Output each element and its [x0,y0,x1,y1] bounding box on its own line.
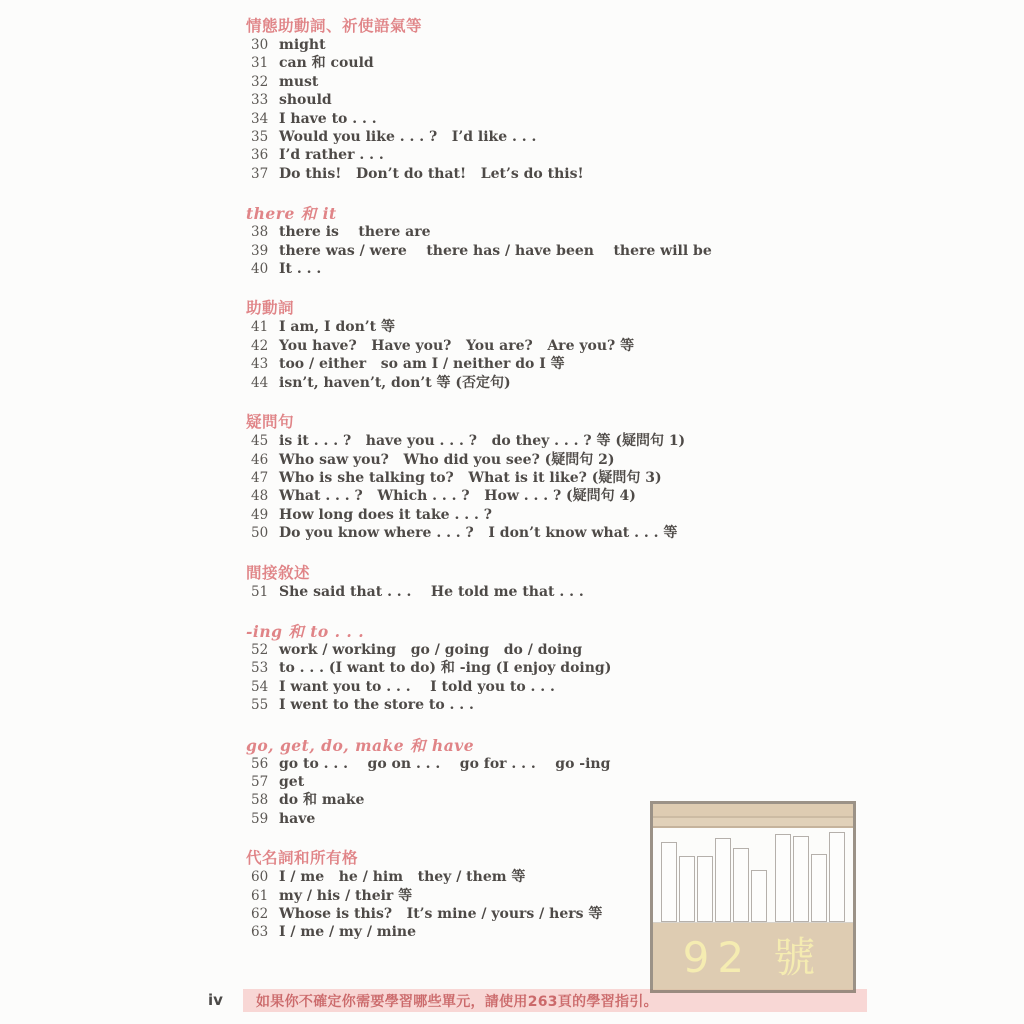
unit-title: Do this! Don’t do that! Let’s do this! [279,165,584,182]
unit-number: 32 [251,73,269,90]
unit-number: 59 [251,810,269,827]
book-spine [775,834,791,922]
page-number: iv [208,991,223,1009]
section-heading: 間接敘述 [246,563,311,582]
toc-item [251,36,1004,54]
unit-number: 55 [251,697,269,714]
toc-item [251,487,1004,505]
unit-title: there was / were there has / have been there will be [279,242,712,259]
unit-number: 57 [251,773,269,790]
unit-number: 62 [251,906,269,922]
unit-title: I / me / my / mine [279,924,417,941]
section-heading: 助動詞 [246,299,295,318]
toc-item [251,887,1004,905]
unit-title: isn’t, haven’t, don’t 等 (否定句) [279,374,511,391]
unit-title: there is there are [279,224,431,241]
unit-number: 61 [251,887,269,904]
unit-title: I want you to . . . I told you to . . . [279,678,555,695]
toc-item [251,923,1004,941]
unit-title: too / either so am I / neither do I 等 [279,356,565,373]
unit-number: 60 [251,869,269,886]
toc-item [251,451,1004,469]
unit-number: 33 [251,92,269,109]
unit-number: 54 [251,678,269,695]
section-heading: go, get, do, make 和 have [246,735,475,755]
toc-item [251,54,1004,72]
unit-title: Whose is this? It’s mine / yours / hers 等 [279,906,603,922]
book-spine [733,848,749,922]
unit-number: 38 [251,224,269,241]
toc-item [251,506,1004,524]
unit-number: 30 [251,37,269,53]
unit-number: 56 [251,755,269,772]
toc-item [251,773,1004,791]
book-spine [661,842,677,922]
unit-number: 48 [251,488,269,505]
unit-title: my / his / their 等 [279,887,413,904]
unit-title: She said that . . . He told me that . . . [279,583,584,600]
unit-number: 49 [251,506,269,523]
unit-number: 43 [251,356,269,373]
stamp-label-band [653,923,853,990]
book-spine [679,856,695,922]
unit-title: do 和 make [279,792,365,809]
unit-number: 50 [251,525,269,542]
toc-item [251,791,1004,809]
unit-title: It . . . [279,261,322,278]
unit-title: Do you know where . . . ? I don’t know what . . . 等 [279,525,678,542]
toc-item [251,755,1004,773]
toc-item [251,583,1004,601]
unit-number: 53 [251,660,269,677]
toc-item [251,165,1004,183]
book-spine [829,832,845,922]
unit-title: have [279,810,316,827]
toc-item [251,128,1004,146]
stamp-top-band [653,804,853,828]
unit-title: might [279,37,326,53]
toc-item [251,678,1004,696]
section-heading: -ing 和 to . . . [246,621,365,641]
toc-item [251,696,1004,714]
book-spine [811,854,827,922]
stamp-label: 92 號 [682,932,824,982]
unit-title: can 和 could [279,55,374,72]
book-spine [715,838,731,922]
unit-title: should [279,92,332,109]
unit-title: I / me he / him they / them 等 [279,869,526,886]
toc-item [251,73,1004,91]
unit-title: get [279,773,305,790]
section-heading: 情態助動詞、祈使語氣等 [246,17,423,35]
toc-item [251,432,1004,450]
unit-title: must [279,73,319,90]
unit-title: Who saw you? Who did you see? (疑問句 2) [279,451,615,468]
unit-number: 37 [251,165,269,182]
bookshelf-icon [653,828,853,923]
page-footer [0,988,1024,1014]
unit-title: You have? Have you? You are? Are you? 等 [279,337,635,354]
unit-number: 31 [251,55,269,72]
toc-item [251,146,1004,164]
unit-title: How long does it take . . . ? [279,506,492,523]
toc-item [251,374,1004,392]
section-heading: 代名詞和所有格 [246,849,359,868]
toc-item [251,355,1004,373]
unit-title: Would you like . . . ? I’d like . . . [279,129,537,146]
unit-number: 35 [251,129,269,146]
toc-item [251,469,1004,487]
unit-title: I went to the store to . . . [279,697,474,714]
book-spine [697,856,713,922]
toc-item [251,524,1004,542]
unit-title: work / working go / going do / doing [279,641,583,658]
unit-title: What . . . ? Which . . . ? How . . . ? (疑問句 4) [279,488,636,505]
unit-number: 51 [251,583,269,600]
unit-title: to . . . (I want to do) 和 -ing (I enjoy doing) [279,660,612,677]
toc-item [251,641,1004,659]
toc-item [251,905,1004,923]
toc-item [251,810,1004,828]
unit-number: 47 [251,469,269,486]
toc-item [251,318,1004,336]
unit-title: I am, I don’t 等 [279,319,395,336]
toc-item [251,242,1004,260]
unit-title: I have to . . . [279,110,377,127]
footer-note-text: 如果你不確定你需要學習哪些單元，請使用263頁的學習指引。 [256,993,658,1010]
unit-number: 42 [251,337,269,354]
toc-item [251,223,1004,241]
unit-number: 58 [251,792,269,809]
toc-item [251,91,1004,109]
book-spine [793,836,809,922]
bookstore-stamp [650,801,856,993]
book-spine [751,870,767,922]
toc-item [251,337,1004,355]
toc-item [251,659,1004,677]
unit-number: 34 [251,110,269,127]
unit-title: is it . . . ? have you . . . ? do they . . . ? 等 (疑問句 1) [279,433,686,450]
unit-number: 36 [251,147,269,164]
unit-title: Who is she talking to? What is it like? (疑問句 3) [279,469,662,486]
unit-number: 45 [251,433,269,450]
unit-number: 39 [251,242,269,259]
unit-title: I’d rather . . . [279,147,384,164]
unit-title: go to . . . go on . . . go for . . . go -ing [279,755,611,772]
unit-number: 46 [251,451,269,468]
unit-number: 40 [251,261,269,278]
unit-number: 41 [251,319,269,336]
section-heading: 疑問句 [246,413,295,432]
unit-number: 52 [251,641,269,658]
toc-item [251,260,1004,278]
toc-item [251,110,1004,128]
section-heading: there 和 it [246,204,337,224]
table-of-contents [246,17,1004,942]
unit-number: 44 [251,374,269,391]
toc-item [251,868,1004,886]
unit-number: 63 [251,924,269,941]
